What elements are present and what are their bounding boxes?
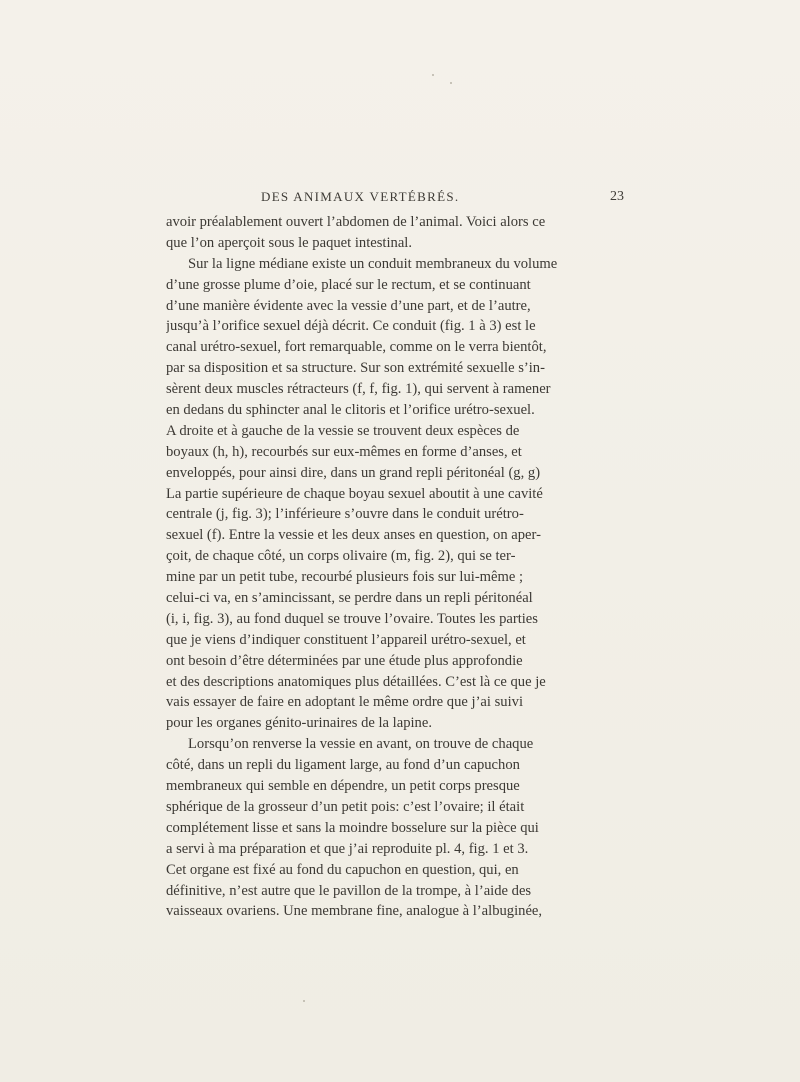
page-number: 23 [610,189,624,204]
text-line: en dedans du sphincter anal le clitoris et l’orifice urétro-sexuel. [166,402,535,419]
text-line: enveloppés, pour ainsi dire, dans un grand repli péritonéal (g, g) [166,464,541,481]
text-line: Lorsqu’on renverse la vessie en avant, on trouve de chaque [188,736,534,753]
text-line: La partie supérieure de chaque boyau sexuel aboutit à une cavité [166,485,543,502]
running-title: DES ANIMAUX VERTÉBRÉS. [261,189,460,204]
text-line: Cet organe est fixé au fond du capuchon en question, qui, en [166,861,519,878]
text-line: mine par un petit tube, recourbé plusieurs fois sur lui-même ; [166,569,524,586]
text-line: que l’on aperçoit sous le paquet intestinal. [166,234,412,251]
text-line: d’une manière évidente avec la vessie d’une part, et de l’autre, [166,297,531,314]
text-line: complétement lisse et sans la moindre bosselure sur la pièce qui [166,819,539,836]
text-line: (i, i, fig. 3), au fond duquel se trouve l’ovaire. Toutes les parties [166,610,538,627]
paper-speck [432,74,434,76]
paper-speck [303,1000,305,1002]
text-line: pour les organes génito-urinaires de la lapine. [166,715,432,732]
paper-speck [450,82,452,84]
text-line: centrale (j, fig. 3); l’inférieure s’ouvre dans le conduit urétro- [166,506,524,523]
text-line: celui-ci va, en s’amincissant, se perdre dans un repli péritonéal [166,590,533,607]
text-line: côté, dans un repli du ligament large, au fond d’un capuchon [166,757,520,774]
text-line: Sur la ligne médiane existe un conduit membraneux du volume [188,255,558,272]
text-line: ont besoin d’être déterminées par une étude plus approfondie [166,652,523,669]
text-line: vaisseaux ovariens. Une membrane fine, analogue à l’albuginée, [166,903,543,920]
text-line: çoit, de chaque côté, un corps olivaire (m, fig. 2), qui se ter- [166,548,516,565]
text-line: par sa disposition et sa structure. Sur son extrémité sexuelle s’in- [166,360,545,377]
text-line: canal urétro-sexuel, fort remarquable, comme on le verra bientôt, [166,339,547,356]
page-header [166,189,624,209]
body-text [166,212,624,922]
text-line: définitive, n’est autre que le pavillon de la trompe, à l’aide des [166,882,532,899]
text-line: jusqu’à l’orifice sexuel déjà décrit. Ce conduit (fig. 1 à 3) est le [166,318,536,335]
text-line: sèrent deux muscles rétracteurs (f, f, fig. 1), qui servent à ramener [166,381,551,398]
text-line: vais essayer de faire en adoptant le même ordre que j’ai suivi [166,694,523,711]
text-line: avoir préalablement ouvert l’abdomen de l’animal. Voici alors ce [166,214,546,230]
text-line: sexuel (f). Entre la vessie et les deux anses en question, on aper- [166,527,541,544]
text-line: sphérique de la grosseur d’un petit pois: c’est l’ovaire; il était [166,798,525,815]
text-line: A droite et à gauche de la vessie se trouvent deux espèces de [166,422,520,439]
text-line: membraneux qui semble en dépendre, un petit corps presque [166,778,520,795]
text-line: et des descriptions anatomiques plus détaillées. C’est là ce que je [166,673,546,690]
text-line: d’une grosse plume d’oie, placé sur le rectum, et se continuant [166,276,531,293]
text-line: boyaux (h, h), recourbés sur eux-mêmes en forme d’anses, et [166,443,522,460]
text-line: a servi à ma préparation et que j’ai reproduite pl. 4, fig. 1 et 3. [166,840,529,857]
text-line: que je viens d’indiquer constituent l’appareil urétro-sexuel, et [166,631,526,648]
